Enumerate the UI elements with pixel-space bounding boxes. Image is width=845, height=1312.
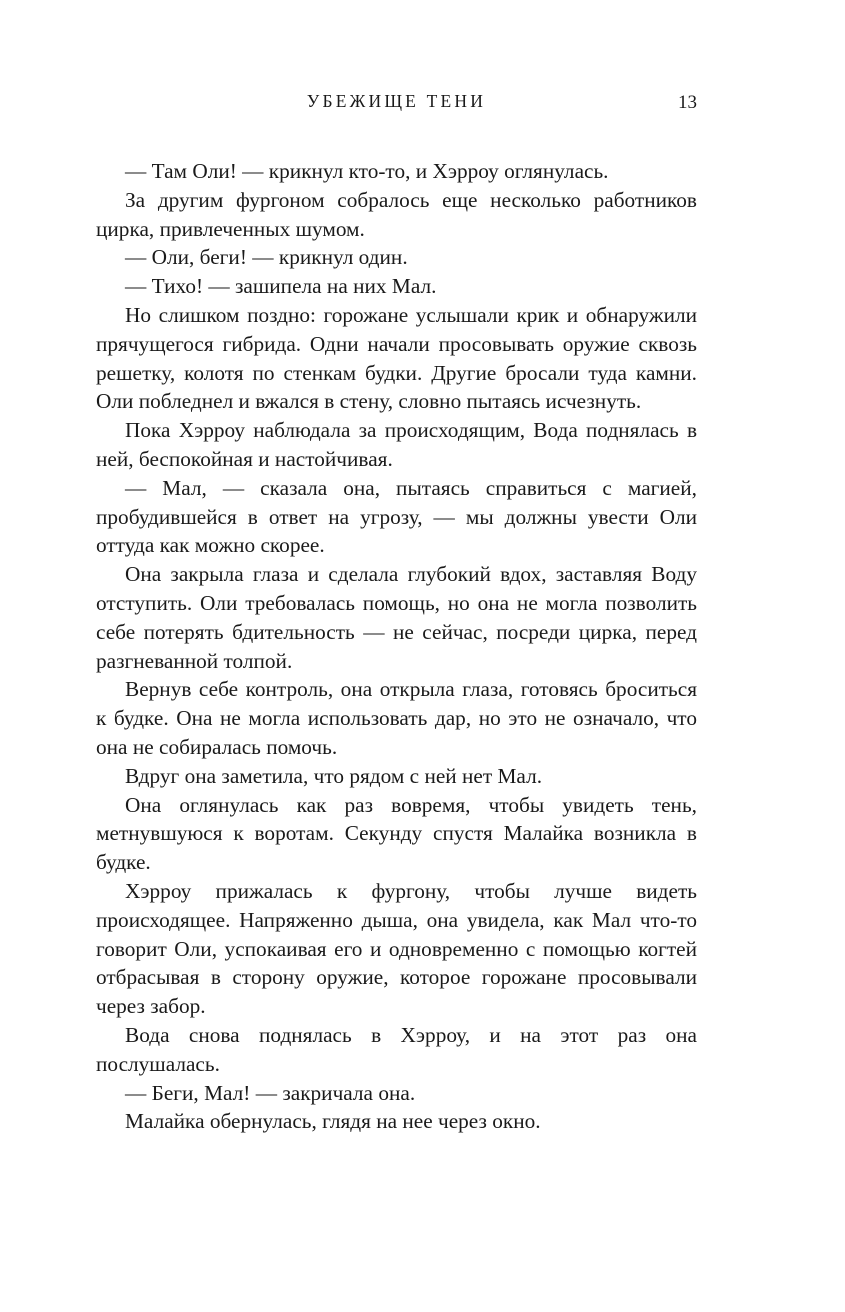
paragraph: Хэрроу прижалась к фургону, чтобы лучше видеть происходящее. Напряженно дыша, она увидела, как Мал что-то говорит Оли, успокаивая его и одновременно с помощью когтей отбрасывая в сторону оружие, которое горожане просовывали через забор. bbox=[96, 878, 697, 1019]
paragraph: Малайка обернулась, глядя на нее через окно. bbox=[125, 1109, 541, 1134]
paragraph: Вернув себе контроль, она открыла глаза, готовясь броситься к будке. Она не могла использовать дар, но это не означало, что она не собиралась помочь. bbox=[96, 677, 697, 759]
paragraph: — Беги, Мал! — закричала она. bbox=[125, 1080, 416, 1105]
paragraph: — Там Оли! — крикнул кто-то, и Хэрроу оглянулась. bbox=[125, 159, 609, 183]
paragraph: Она закрыла глаза и сделала глубокий вдох, заставляя Воду отступить. Оли требовалась помощь, но она не могла позволить себе потерять бдительность — не сейчас, посреди цирка, перед разгневанной толпой. bbox=[96, 562, 697, 673]
paragraph: — Оли, беги! — крикнул один. bbox=[125, 245, 408, 270]
paragraph: Пока Хэрроу наблюдала за происходящим, Вода поднялась в ней, беспокойная и настойчивая. bbox=[96, 418, 697, 471]
paragraph: Вдруг она заметила, что рядом с ней нет Мал. bbox=[125, 763, 543, 788]
body-text bbox=[96, 157, 697, 1136]
running-title: УБЕЖИЩЕ ТЕНИ bbox=[306, 91, 487, 111]
paragraph: За другим фургоном собралось еще несколько работников цирка, привлеченных шумом. bbox=[96, 187, 697, 241]
running-head bbox=[96, 88, 697, 118]
page-number: 13 bbox=[678, 92, 697, 113]
paragraph: Она оглянулась как раз вовремя, чтобы увидеть тень, метнувшуюся к воротам. Секунду спустя Малайка возникла в будке. bbox=[96, 792, 697, 875]
paragraph: — Мал, — сказала она, пытаясь справиться с магией, пробудившейся в ответ на угрозу, — мы должны увести Оли оттуда как можно скорее. bbox=[96, 475, 697, 558]
paragraph: Но слишком поздно: горожане услышали крик и обнаружили прячущегося гибрида. Одни начали просовывать оружие сквозь решетку, колотя по стенкам будки. Другие бросали туда камни. Оли побледнел и вжался в стену, словно пытаясь исчезнуть. bbox=[96, 302, 697, 414]
paragraph: Вода снова поднялась в Хэрроу, и на этот раз она послушалась. bbox=[96, 1022, 697, 1076]
paragraph: — Тихо! — зашипела на них Мал. bbox=[125, 274, 437, 299]
